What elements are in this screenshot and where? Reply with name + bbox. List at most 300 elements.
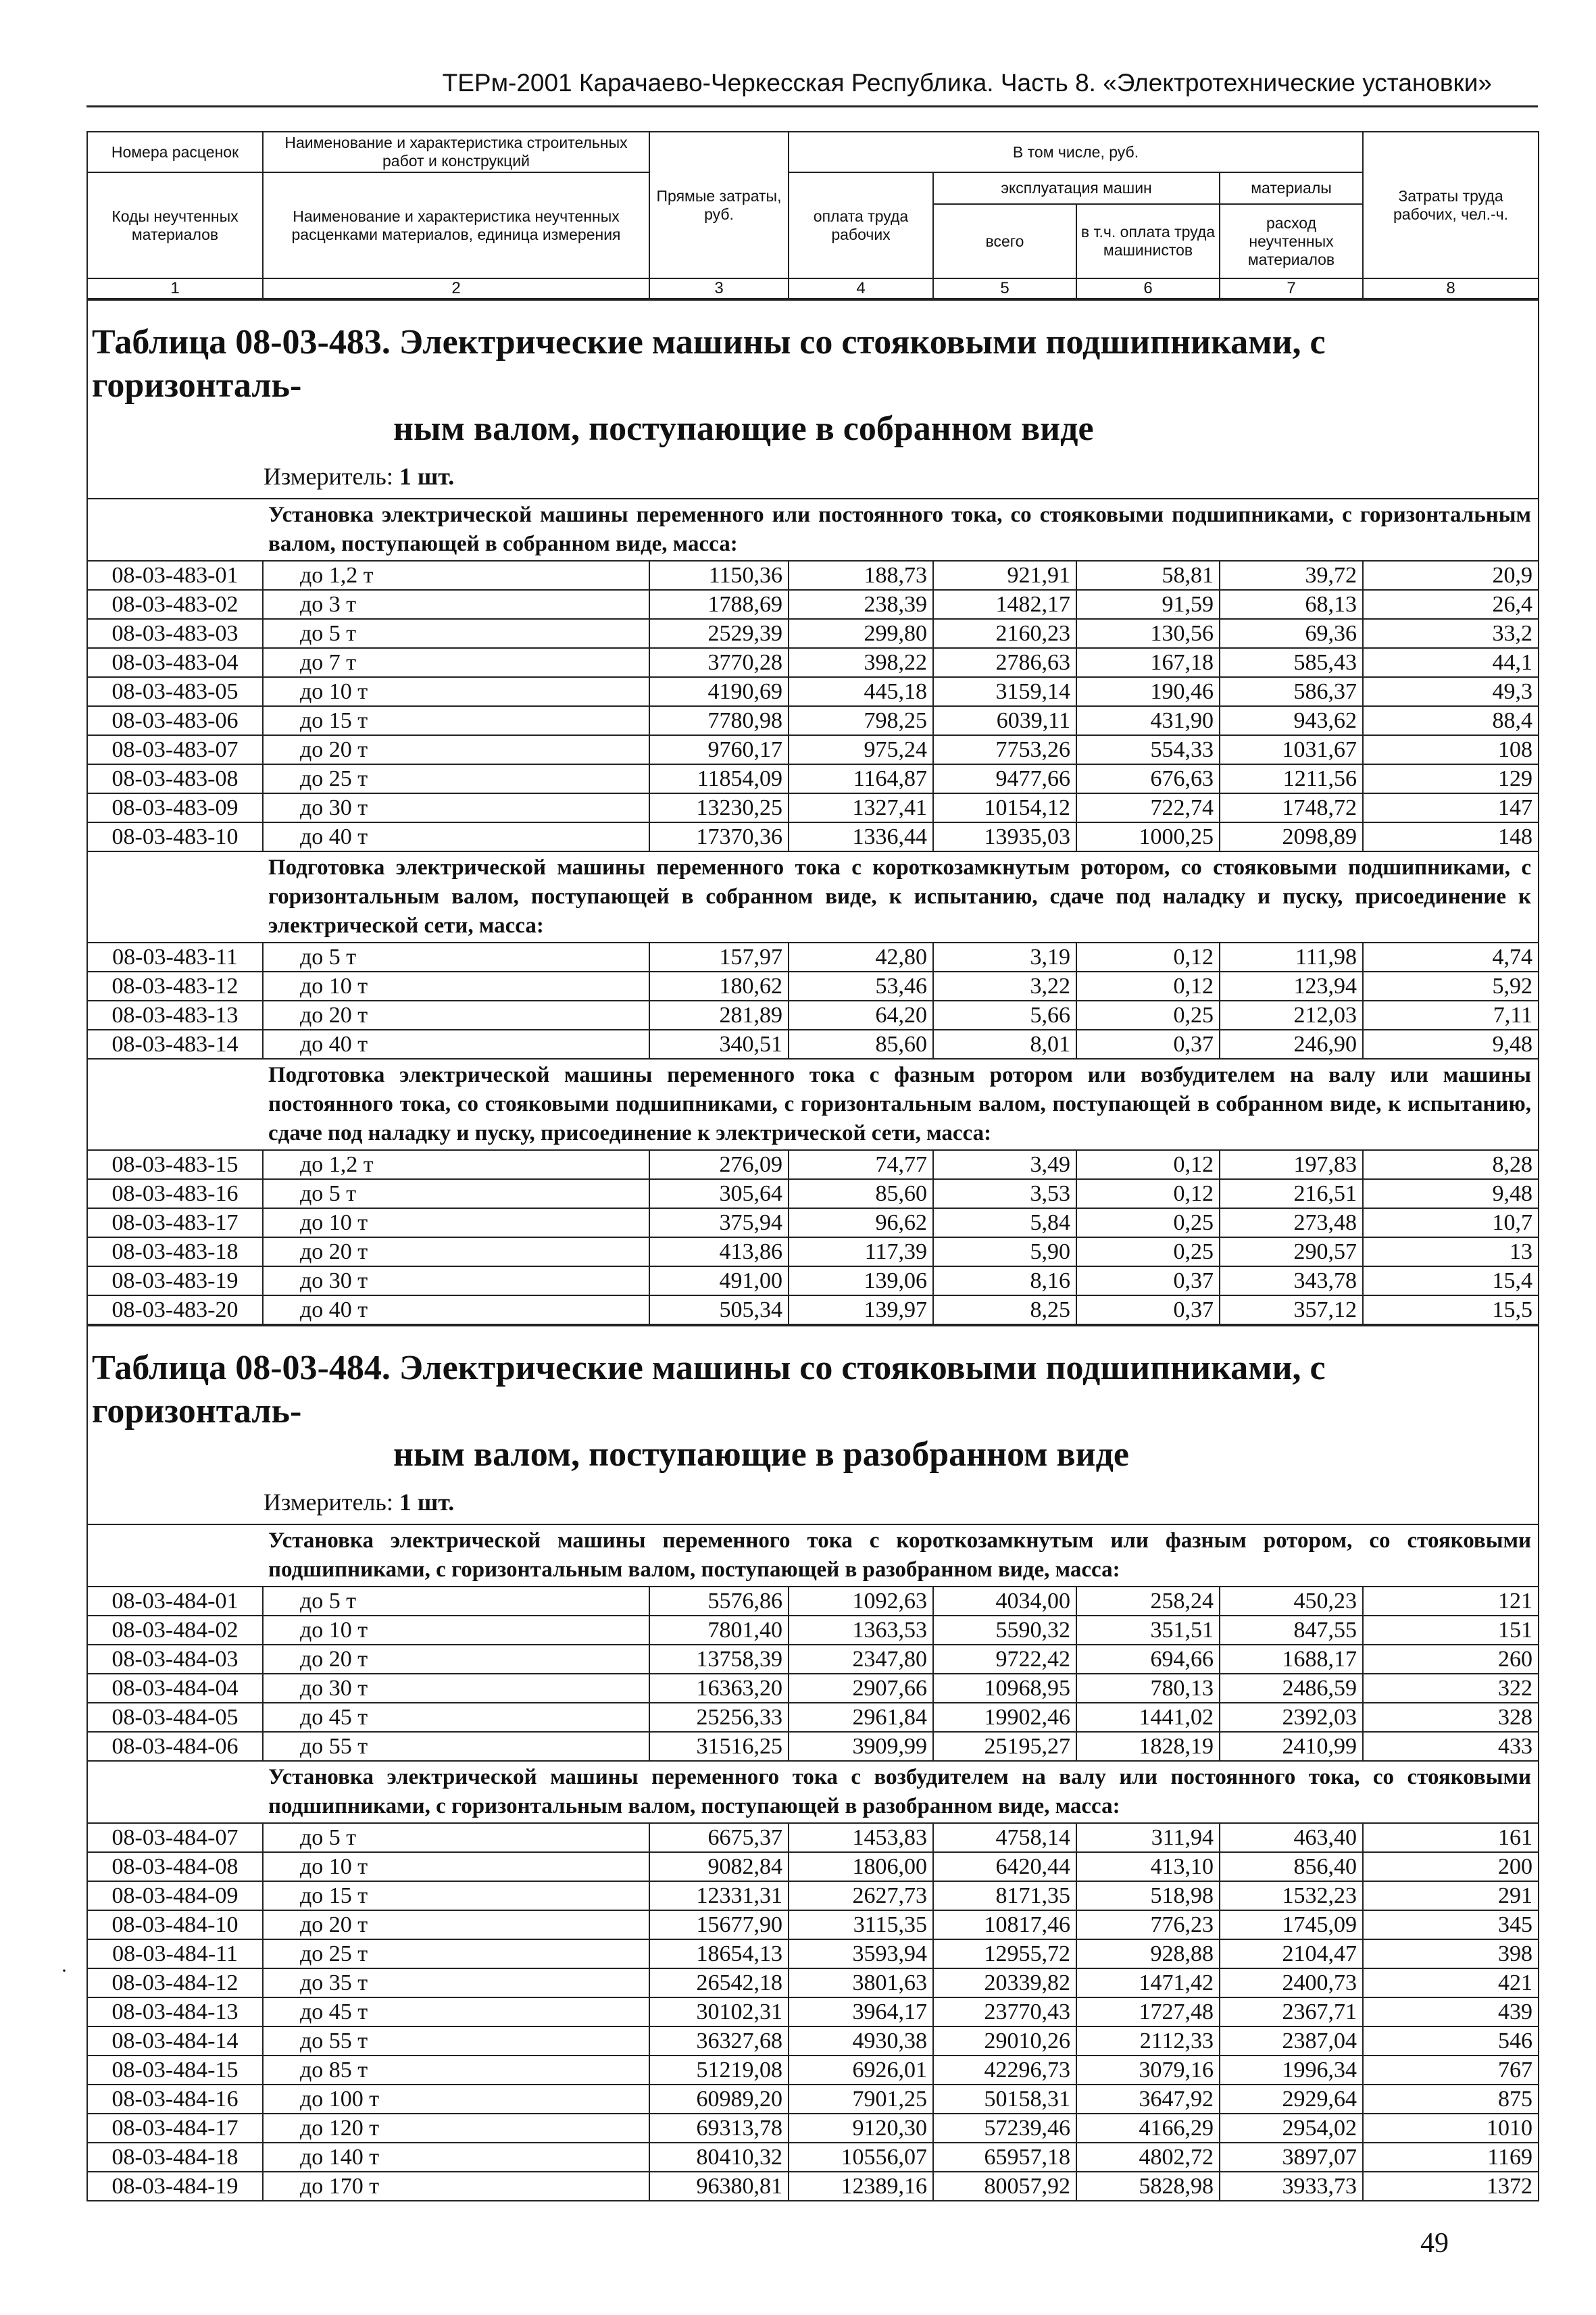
rate-code-cell: 08-03-483-02 [87,590,263,619]
direct-costs-cell: 305,64 [649,1179,789,1208]
rate-code-cell: 08-03-484-10 [87,1910,263,1939]
rate-code-cell: 08-03-483-13 [87,1001,263,1030]
machines-total-cell: 13935,03 [933,822,1076,851]
direct-costs-cell: 26542,18 [649,1968,789,1997]
table-row [87,1616,1539,1645]
col-header-including: В том числе, руб. [789,132,1363,172]
direct-costs-cell: 80410,32 [649,2143,789,2172]
rate-code-cell: 08-03-483-03 [87,619,263,648]
direct-costs-cell: 505,34 [649,1295,789,1324]
table-row [87,619,1539,648]
machines-total-cell: 25195,27 [933,1732,1076,1761]
table-row [87,1881,1539,1910]
machines-total-cell: 7753,26 [933,735,1076,764]
machinist-pay-cell: 167,18 [1076,648,1220,677]
rate-code-cell: 08-03-484-04 [87,1674,263,1703]
table-row [87,2172,1539,2201]
materials-cost-cell: 212,03 [1220,1001,1363,1030]
direct-costs-cell: 5576,86 [649,1587,789,1616]
machines-total-cell: 4034,00 [933,1587,1076,1616]
col-number: 4 [789,278,933,299]
col-number: 1 [87,278,263,299]
direct-costs-cell: 1150,36 [649,561,789,590]
work-name-cell: до 10 т [263,972,649,1001]
machinist-pay-cell: 1828,19 [1076,1732,1220,1761]
col-header-materials: материалы [1220,172,1363,204]
group-description: Подготовка электрической машины переменного тока с фазным ротором или возбудителем на валу или машины постоянного тока, со стояковыми подшипниками, с горизонтальным валом, поступающей в собранном виде, к испытанию, сдаче под наладку и пуску, присоединение к электрической сети, масса: [263,1059,1539,1150]
materials-cost-cell: 2954,02 [1220,2114,1363,2143]
materials-cost-cell: 123,94 [1220,972,1363,1001]
rate-code-cell: 08-03-483-17 [87,1208,263,1237]
machines-total-cell: 6039,11 [933,706,1076,735]
work-name-cell: до 5 т [263,943,649,972]
col-header-machines-total: всего [933,204,1076,278]
table-row [87,1674,1539,1703]
machines-total-cell: 3159,14 [933,677,1076,706]
rate-code-cell: 08-03-483-18 [87,1237,263,1266]
direct-costs-cell: 13230,25 [649,793,789,822]
worker-pay-cell: 3964,17 [789,1997,933,2026]
worker-pay-cell: 1164,87 [789,764,933,793]
labor-hours-cell: 5,92 [1363,972,1539,1001]
direct-costs-cell: 413,86 [649,1237,789,1266]
labor-hours-cell: 291 [1363,1881,1539,1910]
machines-total-cell: 8,16 [933,1266,1076,1295]
worker-pay-cell: 10556,07 [789,2143,933,2172]
rate-code-cell: 08-03-484-06 [87,1732,263,1761]
labor-hours-cell: 322 [1363,1674,1539,1703]
worker-pay-cell: 1336,44 [789,822,933,851]
work-name-cell: до 5 т [263,1823,649,1852]
worker-pay-cell: 139,06 [789,1266,933,1295]
table-row [87,764,1539,793]
worker-pay-cell: 85,60 [789,1030,933,1059]
work-name-cell: до 5 т [263,1587,649,1616]
group-description: Установка электрической машины переменного тока с короткозамкнутым или фазным ротором, со стояковыми подшипниками, с горизонтальным валом, поступающей в разобранном виде, масса: [263,1524,1539,1587]
machines-total-cell: 50158,31 [933,2085,1076,2114]
machines-total-cell: 9722,42 [933,1645,1076,1674]
labor-hours-cell: 1372 [1363,2172,1539,2201]
machinist-pay-cell: 0,12 [1076,1179,1220,1208]
table-row [87,1823,1539,1852]
table-08-03-484 [86,1325,1539,2201]
machines-total-cell: 2160,23 [933,619,1076,648]
work-name-cell: до 40 т [263,1030,649,1059]
direct-costs-cell: 18654,13 [649,1939,789,1968]
rate-code-cell: 08-03-483-10 [87,822,263,851]
materials-cost-cell: 273,48 [1220,1208,1363,1237]
rate-code-cell: 08-03-484-09 [87,1881,263,1910]
work-name-cell: до 10 т [263,1616,649,1645]
labor-hours-cell: 433 [1363,1732,1539,1761]
table-row [87,943,1539,972]
rate-code-cell: 08-03-483-20 [87,1295,263,1324]
worker-pay-cell: 12389,16 [789,2172,933,2201]
rate-code-cell: 08-03-483-19 [87,1266,263,1295]
empty-cell [87,1761,263,1823]
materials-cost-cell: 216,51 [1220,1179,1363,1208]
materials-cost-cell: 343,78 [1220,1266,1363,1295]
col-header-unaccounted-materials: расход неучтенных материалов [1220,204,1363,278]
materials-cost-cell: 2098,89 [1220,822,1363,851]
rate-code-cell: 08-03-483-09 [87,793,263,822]
rate-code-cell: 08-03-484-05 [87,1703,263,1732]
rate-code-cell: 08-03-483-01 [87,561,263,590]
machines-total-cell: 3,22 [933,972,1076,1001]
direct-costs-cell: 157,97 [649,943,789,972]
work-name-cell: до 10 т [263,1208,649,1237]
worker-pay-cell: 117,39 [789,1237,933,1266]
worker-pay-cell: 398,22 [789,648,933,677]
machinist-pay-cell: 351,51 [1076,1616,1220,1645]
work-name-cell: до 15 т [263,706,649,735]
rate-code-cell: 08-03-483-06 [87,706,263,735]
rate-code-cell: 08-03-484-19 [87,2172,263,2201]
worker-pay-cell: 2347,80 [789,1645,933,1674]
rate-code-cell: 08-03-483-16 [87,1179,263,1208]
measure-unit: Измеритель: 1 шт. [264,1489,455,1516]
col-header-work-name: Наименование и характеристика строительных работ и конструкций [263,132,649,172]
materials-cost-cell: 68,13 [1220,590,1363,619]
worker-pay-cell: 1363,53 [789,1616,933,1645]
direct-costs-cell: 9760,17 [649,735,789,764]
col-header-rate-numbers: Номера расценок [87,132,263,172]
table-row [87,706,1539,735]
rate-code-cell: 08-03-483-15 [87,1150,263,1179]
labor-hours-cell: 421 [1363,1968,1539,1997]
direct-costs-cell: 25256,33 [649,1703,789,1732]
direct-costs-cell: 31516,25 [649,1732,789,1761]
work-name-cell: до 45 т [263,1997,649,2026]
group-description: Установка электрической машины переменного или постоянного тока, со стояковыми подшипниками, с горизонтальным валом, поступающей в собранном виде, масса: [263,499,1539,561]
materials-cost-cell: 1532,23 [1220,1881,1363,1910]
labor-hours-cell: 7,11 [1363,1001,1539,1030]
table-row [87,1266,1539,1295]
machines-total-cell: 12955,72 [933,1939,1076,1968]
machines-total-cell: 8171,35 [933,1881,1076,1910]
machinist-pay-cell: 676,63 [1076,764,1220,793]
work-name-cell: до 5 т [263,1179,649,1208]
table-row [87,1179,1539,1208]
rate-code-cell: 08-03-484-14 [87,2026,263,2056]
direct-costs-cell: 491,00 [649,1266,789,1295]
direct-costs-cell: 375,94 [649,1208,789,1237]
machinist-pay-cell: 694,66 [1076,1645,1220,1674]
table-row [87,1150,1539,1179]
labor-hours-cell: 328 [1363,1703,1539,1732]
table-row [87,1852,1539,1881]
machinist-pay-cell: 0,12 [1076,1150,1220,1179]
materials-cost-cell: 1211,56 [1220,764,1363,793]
machinist-pay-cell: 91,59 [1076,590,1220,619]
work-name-cell: до 30 т [263,1266,649,1295]
labor-hours-cell: 10,7 [1363,1208,1539,1237]
group-description: Установка электрической машины переменного тока с возбудителем на валу или постоянного тока, со стояковыми подшипниками, с горизонтальным валом, поступающей в разобранном виде, масса: [263,1761,1539,1823]
direct-costs-cell: 4190,69 [649,677,789,706]
table-row [87,1732,1539,1761]
labor-hours-cell: 1010 [1363,2114,1539,2143]
labor-hours-cell: 151 [1363,1616,1539,1645]
labor-hours-cell: 439 [1363,1997,1539,2026]
table-row [87,2114,1539,2143]
rates-table [86,131,1538,2201]
table-title-block [87,300,1539,499]
work-name-cell: до 85 т [263,2056,649,2085]
machines-total-cell: 5,66 [933,1001,1076,1030]
worker-pay-cell: 74,77 [789,1150,933,1179]
work-name-cell: до 1,2 т [263,561,649,590]
machines-total-cell: 23770,43 [933,1997,1076,2026]
work-name-cell: до 40 т [263,822,649,851]
worker-pay-cell: 299,80 [789,619,933,648]
table-row [87,2143,1539,2172]
table-row [87,677,1539,706]
machines-total-cell: 10968,95 [933,1674,1076,1703]
machines-total-cell: 20339,82 [933,1968,1076,1997]
worker-pay-cell: 85,60 [789,1179,933,1208]
table-title: Таблица 08-03-483. Электрические машины со стояковыми подшипниками, с горизонталь- ным валом, поступающие в собранном виде [92,323,1326,448]
work-name-cell: до 25 т [263,1939,649,1968]
work-name-cell: до 1,2 т [263,1150,649,1179]
labor-hours-cell: 88,4 [1363,706,1539,735]
work-name-cell: до 20 т [263,1645,649,1674]
machines-total-cell: 6420,44 [933,1852,1076,1881]
materials-cost-cell: 856,40 [1220,1852,1363,1881]
materials-cost-cell: 3933,73 [1220,2172,1363,2201]
labor-hours-cell: 108 [1363,735,1539,764]
col-number: 6 [1076,278,1220,299]
machinist-pay-cell: 3647,92 [1076,2085,1220,2114]
col-header-machinist-pay: в т.ч. оплата труда машинистов [1076,204,1220,278]
table-row [87,648,1539,677]
table-row [87,972,1539,1001]
materials-cost-cell: 246,90 [1220,1030,1363,1059]
machines-total-cell: 10154,12 [933,793,1076,822]
worker-pay-cell: 53,46 [789,972,933,1001]
machines-total-cell: 3,19 [933,943,1076,972]
col-number: 7 [1220,278,1363,299]
materials-cost-cell: 585,43 [1220,648,1363,677]
labor-hours-cell: 4,74 [1363,943,1539,972]
work-name-cell: до 20 т [263,1910,649,1939]
rate-code-cell: 08-03-483-08 [87,764,263,793]
empty-cell [87,1059,263,1150]
table-row [87,1968,1539,1997]
col-number: 2 [263,278,649,299]
materials-cost-cell: 2367,71 [1220,1997,1363,2026]
empty-cell [87,499,263,561]
materials-cost-cell: 847,55 [1220,1616,1363,1645]
table-row [87,822,1539,851]
labor-hours-cell: 15,5 [1363,1295,1539,1324]
labor-hours-cell: 1169 [1363,2143,1539,2172]
machines-total-cell: 3,49 [933,1150,1076,1179]
worker-pay-cell: 1453,83 [789,1823,933,1852]
worker-pay-cell: 42,80 [789,943,933,972]
machinist-pay-cell: 130,56 [1076,619,1220,648]
materials-cost-cell: 2486,59 [1220,1674,1363,1703]
direct-costs-cell: 11854,09 [649,764,789,793]
rate-code-cell: 08-03-483-12 [87,972,263,1001]
machinist-pay-cell: 0,25 [1076,1001,1220,1030]
materials-cost-cell: 3897,07 [1220,2143,1363,2172]
rate-code-cell: 08-03-484-12 [87,1968,263,1997]
table-row [87,1703,1539,1732]
machinist-pay-cell: 0,25 [1076,1237,1220,1266]
table-08-03-483 [86,299,1539,1325]
machinist-pay-cell: 554,33 [1076,735,1220,764]
labor-hours-cell: 767 [1363,2056,1539,2085]
worker-pay-cell: 4930,38 [789,2026,933,2056]
direct-costs-cell: 17370,36 [649,822,789,851]
worker-pay-cell: 3115,35 [789,1910,933,1939]
rate-code-cell: 08-03-483-04 [87,648,263,677]
machinist-pay-cell: 1441,02 [1076,1703,1220,1732]
work-name-cell: до 30 т [263,793,649,822]
materials-cost-cell: 2387,04 [1220,2026,1363,2056]
rate-code-cell: 08-03-484-03 [87,1645,263,1674]
worker-pay-cell: 3801,63 [789,1968,933,1997]
table-row [87,2085,1539,2114]
labor-hours-cell: 875 [1363,2085,1539,2114]
machines-total-cell: 3,53 [933,1179,1076,1208]
col-number: 5 [933,278,1076,299]
worker-pay-cell: 445,18 [789,677,933,706]
direct-costs-cell: 16363,20 [649,1674,789,1703]
work-name-cell: до 55 т [263,1732,649,1761]
machinist-pay-cell: 0,12 [1076,943,1220,972]
machinist-pay-cell: 1471,42 [1076,1968,1220,1997]
machines-total-cell: 9477,66 [933,764,1076,793]
col-number: 8 [1363,278,1539,299]
labor-hours-cell: 33,2 [1363,619,1539,648]
labor-hours-cell: 260 [1363,1645,1539,1674]
col-header-direct-costs: Прямые затраты, руб. [649,132,789,278]
table-row [87,1997,1539,2026]
header-rule [86,105,1538,107]
machinist-pay-cell: 190,46 [1076,677,1220,706]
direct-costs-cell: 6675,37 [649,1823,789,1852]
labor-hours-cell: 44,1 [1363,648,1539,677]
work-name-cell: до 140 т [263,2143,649,2172]
direct-costs-cell: 340,51 [649,1030,789,1059]
work-name-cell: до 40 т [263,1295,649,1324]
labor-hours-cell: 15,4 [1363,1266,1539,1295]
machinist-pay-cell: 5828,98 [1076,2172,1220,2201]
work-name-cell: до 7 т [263,648,649,677]
machines-total-cell: 42296,73 [933,2056,1076,2085]
work-name-cell: до 10 т [263,1852,649,1881]
worker-pay-cell: 2627,73 [789,1881,933,1910]
labor-hours-cell: 345 [1363,1910,1539,1939]
empty-cell [87,1524,263,1587]
table-title: Таблица 08-03-484. Электрические машины со стояковыми подшипниками, с горизонталь- ным валом, поступающие в разобранном виде [92,1349,1326,1474]
machines-total-cell: 8,25 [933,1295,1076,1324]
work-name-cell: до 55 т [263,2026,649,2056]
rate-code-cell: 08-03-484-18 [87,2143,263,2172]
materials-cost-cell: 2392,03 [1220,1703,1363,1732]
table-row [87,1645,1539,1674]
machines-total-cell: 10817,46 [933,1910,1076,1939]
machines-total-cell: 19902,46 [933,1703,1076,1732]
materials-cost-cell: 1748,72 [1220,793,1363,822]
worker-pay-cell: 1092,63 [789,1587,933,1616]
labor-hours-cell: 8,28 [1363,1150,1539,1179]
machinist-pay-cell: 722,74 [1076,793,1220,822]
worker-pay-cell: 139,97 [789,1295,933,1324]
materials-cost-cell: 450,23 [1220,1587,1363,1616]
rate-code-cell: 08-03-484-08 [87,1852,263,1881]
worker-pay-cell: 188,73 [789,561,933,590]
direct-costs-cell: 7801,40 [649,1616,789,1645]
direct-costs-cell: 2529,39 [649,619,789,648]
machinist-pay-cell: 776,23 [1076,1910,1220,1939]
machinist-pay-cell: 0,37 [1076,1295,1220,1324]
materials-cost-cell: 357,12 [1220,1295,1363,1324]
machinist-pay-cell: 0,37 [1076,1030,1220,1059]
materials-cost-cell: 1688,17 [1220,1645,1363,1674]
labor-hours-cell: 398 [1363,1939,1539,1968]
direct-costs-cell: 3770,28 [649,648,789,677]
materials-cost-cell: 111,98 [1220,943,1363,972]
direct-costs-cell: 60989,20 [649,2085,789,2114]
materials-cost-cell: 39,72 [1220,561,1363,590]
direct-costs-cell: 12331,31 [649,1881,789,1910]
materials-cost-cell: 2104,47 [1220,1939,1363,1968]
direct-costs-cell: 36327,68 [649,2026,789,2056]
table-row [87,590,1539,619]
direct-costs-cell: 7780,98 [649,706,789,735]
work-name-cell: до 10 т [263,677,649,706]
table-row [87,2056,1539,2085]
materials-cost-cell: 69,36 [1220,619,1363,648]
machines-total-cell: 8,01 [933,1030,1076,1059]
column-header-table [86,131,1539,299]
machinist-pay-cell: 780,13 [1076,1674,1220,1703]
table-row [87,1030,1539,1059]
worker-pay-cell: 975,24 [789,735,933,764]
direct-costs-cell: 1788,69 [649,590,789,619]
table-row [87,793,1539,822]
labor-hours-cell: 26,4 [1363,590,1539,619]
machines-total-cell: 4758,14 [933,1823,1076,1852]
machinist-pay-cell: 311,94 [1076,1823,1220,1852]
machines-total-cell: 65957,18 [933,2143,1076,2172]
table-row [87,1208,1539,1237]
worker-pay-cell: 3593,94 [789,1939,933,1968]
direct-costs-cell: 9082,84 [649,1852,789,1881]
machinist-pay-cell: 0,37 [1076,1266,1220,1295]
work-name-cell: до 45 т [263,1703,649,1732]
worker-pay-cell: 9120,30 [789,2114,933,2143]
materials-cost-cell: 943,62 [1220,706,1363,735]
table-row [87,561,1539,590]
labor-hours-cell: 9,48 [1363,1030,1539,1059]
machinist-pay-cell: 431,90 [1076,706,1220,735]
materials-cost-cell: 586,37 [1220,677,1363,706]
direct-costs-cell: 96380,81 [649,2172,789,2201]
materials-cost-cell: 1996,34 [1220,2056,1363,2085]
table-row [87,1910,1539,1939]
rate-code-cell: 08-03-483-14 [87,1030,263,1059]
materials-cost-cell: 1031,67 [1220,735,1363,764]
labor-hours-cell: 49,3 [1363,677,1539,706]
machinist-pay-cell: 4802,72 [1076,2143,1220,2172]
machinist-pay-cell: 413,10 [1076,1852,1220,1881]
table-row [87,1587,1539,1616]
worker-pay-cell: 7901,25 [789,2085,933,2114]
rate-code-cell: 08-03-484-01 [87,1587,263,1616]
